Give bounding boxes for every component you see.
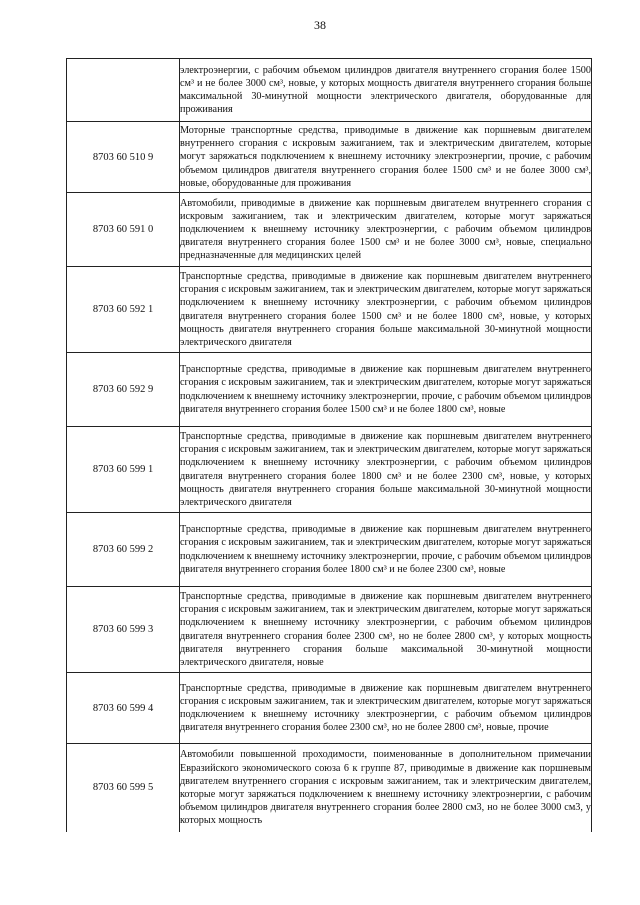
code-cell [67,59,180,122]
code-cell: 8703 60 599 3 [67,587,180,673]
code-cell: 8703 60 510 9 [67,122,180,193]
table-row [67,513,592,587]
table-row [67,193,592,267]
table-row [67,122,592,193]
code-cell: 8703 60 592 1 [67,267,180,353]
code-cell: 8703 60 591 0 [67,193,180,267]
description-cell: Транспортные средства, приводимые в движение как поршневым двигателем внутреннего сгорания с искровым зажиганием, так и электрическим двигателем, которые могут заряжаться подключением к внешнему источнику электроэнергии, с рабочим объемом цилиндров двигателя внутреннего сгорания более 1500 см³ и не более 1800 см³, новые, у которых мощность двигателя внутреннего сгорания больше максимальной 30-минутной мощности электрического двигателя [180,267,592,353]
description-cell: Транспортные средства, приводимые в движение как поршневым двигателем внутреннего сгорания с искровым зажиганием, так и электрическим двигателем, которые могут заряжаться подключением к внешнему источнику электроэнергии, с рабочим объемом цилиндров двигателя внутреннего сгорания более 2300 см³, но не более 2800 см³, у которых мощность двигателя внутреннего сгорания больше максимальной 30-минутной мощности электрического двигателя, новые [180,587,592,673]
table-row [67,744,592,832]
code-cell: 8703 60 599 4 [67,673,180,744]
description-cell: Транспортные средства, приводимые в движение как поршневым двигателем внутреннего сгорания с искровым зажиганием, так и электрическим двигателем, которые могут заряжаться подключением к внешнему источнику электроэнергии, с рабочим объемом цилиндров двигателя внутреннего сгорания более 1800 см³ и не более 2300 см³, новые, у которых мощность двигателя внутреннего сгорания больше максимальной 30-минутной мощности электрического двигателя [180,427,592,513]
table-row [67,673,592,744]
table-row [67,427,592,513]
description-cell: Транспортные средства, приводимые в движение как поршневым двигателем внутреннего сгорания с искровым зажиганием, так и электрическим двигателем, которые могут заряжаться подключением к внешнему источнику электроэнергии, прочие, с рабочим объемом цилиндров двигателя внутреннего сгорания более 1800 см³ и не более 2300 см³, новые [180,513,592,587]
table-row [67,353,592,427]
description-cell: Автомобили, приводимые в движение как поршневым двигателем внутреннего сгорания с искровым зажиганием, так и электрическим двигателем, которые могут заряжаться подключением к внешнему источнику электроэнергии, с рабочим объемом цилиндров двигателя внутреннего сгорания более 1500 см³ и не более 3000 см³, новые, специально предназначенные для медицинских целей [180,193,592,267]
page-number: 38 [314,18,326,32]
description-cell: Транспортные средства, приводимые в движение как поршневым двигателем внутреннего сгорания с искровым зажиганием, так и электрическим двигателем, которые могут заряжаться подключением к внешнему источнику электроэнергии, с рабочим объемом цилиндров двигателя внутреннего сгорания более 2300 см³, но не более 2800 см³, новые, прочие [180,673,592,744]
description-cell: Транспортные средства, приводимые в движение как поршневым двигателем внутреннего сгорания с искровым зажиганием, так и электрическим двигателем, которые могут заряжаться подключением к внешнему источнику электроэнергии, прочие, с рабочим объемом цилиндров двигателя внутреннего сгорания более 1500 см³ и не более 1800 см³, новые [180,353,592,427]
table-row [67,59,592,122]
code-cell: 8703 60 599 2 [67,513,180,587]
table-row [67,267,592,353]
table-row [67,587,592,673]
code-cell: 8703 60 599 5 [67,744,180,832]
description-cell: Моторные транспортные средства, приводимые в движение как поршневым двигателем внутреннего сгорания с искровым зажиганием, так и электрическим двигателем, которые могут заряжаться подключением к внешнему источнику электроэнергии, прочие, с рабочим объемом цилиндров двигателя внутреннего сгорания более 1500 см³ и не более 3000 см³, новые, оборудованные для проживания [180,122,592,193]
code-cell: 8703 60 592 9 [67,353,180,427]
description-cell: Автомобили повышенной проходимости, поименованные в дополнительном примечании Евразийского экономического союза 6 к группе 87, приводимые в движение как поршневым двигателем внутреннего сгорания с искровым зажиганием, так и электрическим двигателем, которые могут заряжаться подключением к внешнему источнику электроэнергии, с рабочим объемом цилиндров двигателя внутреннего сгорания более 2800 см3, но не более 3000 см3, у которых мощность [180,744,592,832]
description-cell: электроэнергии, с рабочим объемом цилиндров двигателя внутреннего сгорания более 1500 см³ и не более 3000 см³, новые, у которых мощность двигателя внутреннего сгорания больше максимальной 30-минутной мощности электрического двигателя, оборудованные для проживания [180,59,592,122]
tariff-code-table [66,58,592,832]
code-cell: 8703 60 599 1 [67,427,180,513]
